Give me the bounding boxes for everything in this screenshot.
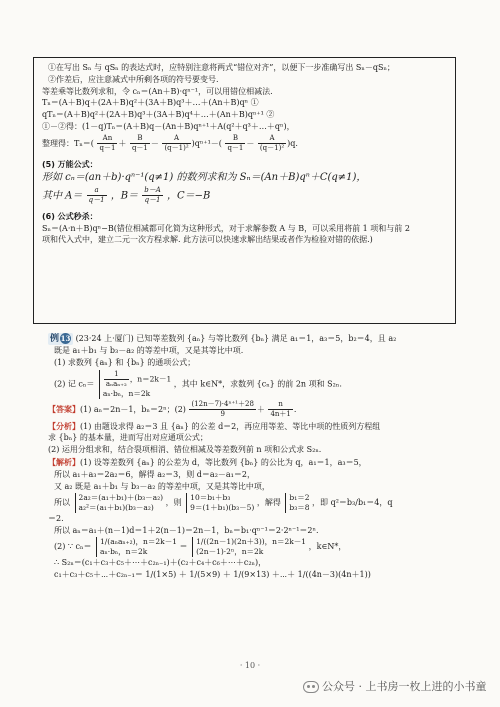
equation-diff: ①－②得：(1－q)Tₙ＝(A＋B)q－(An＋B)qⁿ⁺¹＋A(q²＋q³＋…＋qⁿ)，	[42, 121, 295, 131]
question-1: (1) 求数列 {aₙ} 和 {bₙ} 的通项公式；	[54, 357, 196, 367]
solution-5: ＝2.	[48, 513, 64, 523]
solution-4: 所以 2a₂＝(a₁＋b₁)＋(b₃－a₂) a₂²＝(a₁＋b₁)(b₃－a₂) ，则 10＝b₁＋b₃ 9＝(1＋b₁)(b₃－5) ，解得 b₁＝2 b₃＝8 ，即 q²＝b₃/b₁＝4，q	[54, 493, 393, 513]
equation-1: Tₙ＝(A＋B)q＋(2A＋B)q²＋(3A＋B)q³＋…＋(An＋B)qⁿ ①	[42, 98, 259, 108]
analysis-2: 求 {bₙ} 的基本量，进而写出对应通项公式；	[48, 433, 208, 443]
example-badge: 例 13	[48, 333, 73, 345]
note-1: ①在写出 Sₙ 与 qSₙ 的表达式时，应特别注意将两式“错位对齐”，以便下一步准确写出 Sₙ－qSₙ；	[48, 63, 395, 72]
solution-6: 所以 aₙ＝a₁＋(n－1)d＝1＋2(n－1)＝2n－1，bₙ＝b₁·qⁿ⁻¹＝2·2ⁿ⁻¹＝2ⁿ.	[54, 525, 319, 535]
section-5-line-1: 形如 cₙ＝(an＋b)·qⁿ⁻¹(q≠1) 的数列求和为 Sₙ＝(An＋B)qⁿ＋C(q≠1)，	[42, 172, 367, 184]
problem-stem-2: 既是 a₁＋b₁ 与 b₃－a₂ 的等差中项，又是其等比中项.	[54, 346, 244, 356]
page-number: · 10 ·	[239, 661, 261, 670]
example-13	[48, 332, 458, 582]
solution-9: c₁＋c₃＋c₅＋⋯＋c₂ₙ₋₁＝ 1/(1×5) ＋ 1/(5×9) ＋ 1/(9×13) ＋⋯＋ 1/((4n－3)(4n＋1))	[54, 569, 371, 579]
section-5-title: (5) 万能公式：	[42, 159, 98, 169]
solution-2: 所以 a₁＋a₃＝2a₂＝6，解得 a₂＝3，则 d＝a₂－a₁＝2，	[54, 469, 255, 479]
note-3: 等差乘等比数列求和，令 cₙ＝(An＋B)·qⁿ⁻¹，可以用错位相减法.	[42, 86, 273, 96]
method-summary-box	[33, 57, 456, 324]
problem-stem-1: (23·24 上·厦门) 已知等差数列 {aₙ} 与等比数列 {bₙ} 满足 a₁＝1，a₃＝5，b₂＝4，且 a₂	[75, 334, 397, 343]
equation-2: qTₙ＝(A＋B)q²＋(2A＋B)q³＋(3A＋B)q⁴＋…＋(An＋B)qⁿ⁺¹ ②	[42, 110, 275, 120]
section-6-title: (6) 公式秒杀：	[42, 211, 98, 221]
question-2: (2) 记 cₙ＝ $\frac{1}{\text{aₙaₙ₊₂}}$ ，n＝2k－1 aₙ·bₙ，n＝2k ，其中 k∈N*，求数列 {cₙ} 的前 2n 项和 S₂ₙ.	[54, 369, 342, 398]
watermark: 公众号 · 上书房一枚上进的小书童	[303, 680, 487, 695]
piecewise-definition: $\frac{1}{\text{aₙaₙ₊₂}}$ ，n＝2k－1 aₙ·bₙ，n＝2k	[99, 370, 171, 399]
simplified-formula: 整理得：Tₙ＝( $\frac{An}{q-1}$ ＋ $\frac{B}{q-1}$ － $\frac{A}{\text{(q－1)²}}$ )qⁿ⁺¹－( $\frac{B}{q-1}$ － $\frac{A}{\text{(q－1)²}}$ )q.	[42, 133, 298, 153]
section-6-line-1: Sₙ＝(A·n＋B)qⁿ−B(错位相减都可化简为这种形式，对于求解参数 A 与 B，可以采用将前 1 项和与前 2	[42, 223, 410, 233]
solution-7: (2) ∵ cₙ＝ 1/(aₙaₙ₊₂)，n＝2k－1 aₙ·bₙ，n＝2k ＝ 1/((2n－1)(2n＋3))，n＝2k－1 (2n－1)·2ⁿ，n＝2k ，k∈N*，	[54, 537, 347, 557]
note-2: ②作差后，应注意减式中所剩各项的符号要变号.	[48, 74, 219, 84]
analysis-3: (2) 运用分组求和，结合裂项相消、错位相减及等差数列前 n 项和公式求 S₂ₙ.	[48, 445, 322, 455]
solution-3: 又 a₂ 既是 a₁＋b₁ 与 b₃－a₂ 的等差中项，又是其等比中项，	[54, 481, 270, 491]
section-6-line-2: 项和代入式中，建立二元一次方程求解. 此方法可以快速求解出结果或者作为检验对错的依据.)	[42, 235, 373, 245]
answer-line: 【答案】(1) aₙ＝2n－1，bₙ＝2ⁿ；(2) $\frac{\text{(12n－7)·4ⁿ⁺¹＋28}}{9}$ ＋ $\frac{n}{4n+1}$ .	[48, 399, 297, 419]
section-5-line-2: 其中 A＝ $\frac{a}{q-1}$ ，B＝ $\frac{b-A}{q-1}$ ，C＝−B	[42, 185, 211, 205]
solution-1: 【解析】(1) 设等差数列 {aₙ} 的公差为 d，等比数列 {bₙ} 的公比为 q，a₁＝1，a₃＝5，	[48, 456, 367, 467]
analysis-1: 【分析】(1) 由题设求得 a₂＝3 且 {aₙ} 的公差 d＝2，再应用等差、等比中项的性质列方程组	[48, 420, 381, 431]
solution-8: ∴ S₂ₙ＝(c₁＋c₃＋c₅＋⋯＋c₂ₙ₋₁)＋(c₂＋c₄＋c₆＋⋯＋c₂ₙ)，	[54, 557, 267, 567]
wechat-icon	[303, 681, 319, 693]
